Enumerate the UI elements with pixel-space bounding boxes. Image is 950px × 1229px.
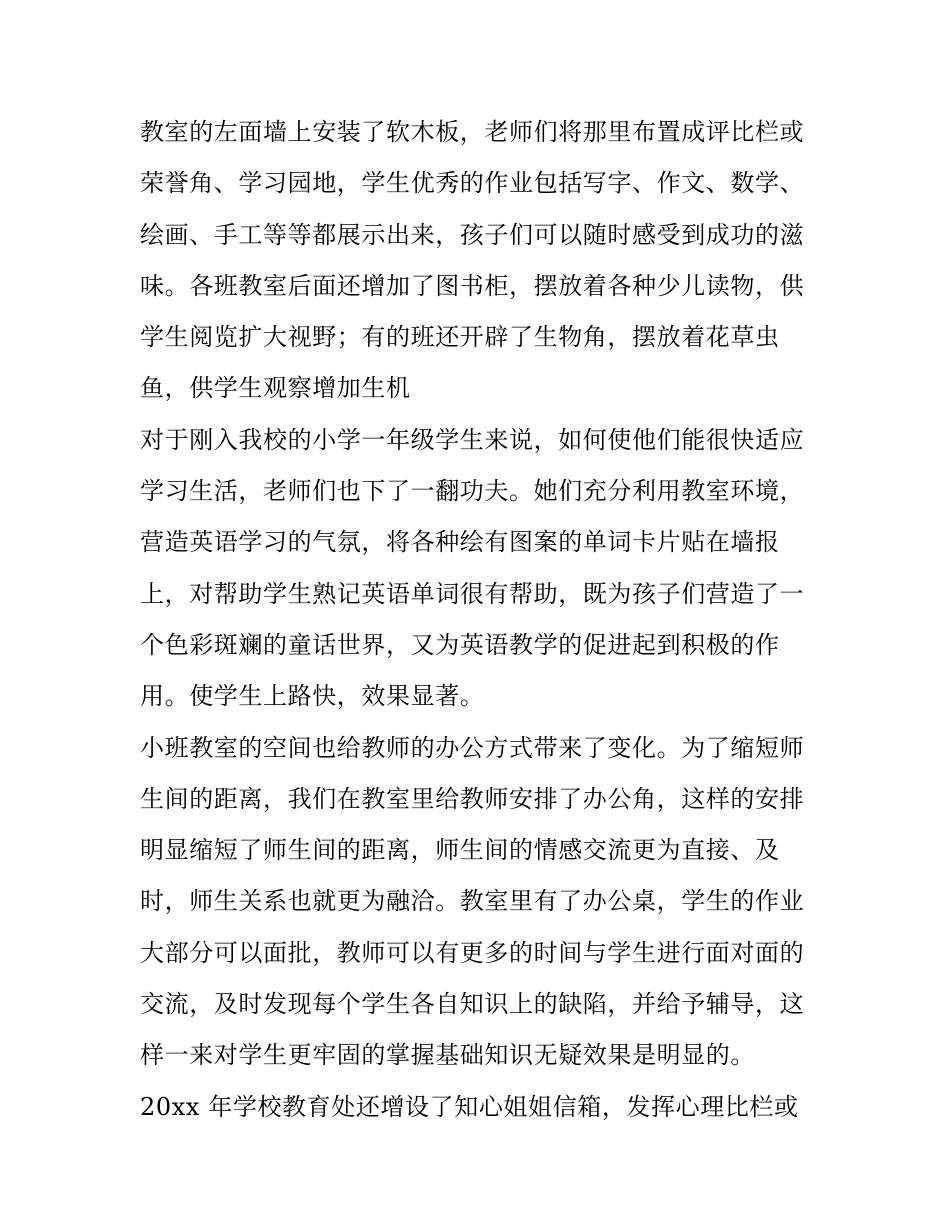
text-line: 20xx 年学校教育处还增设了知心姐姐信箱，发挥心理比栏或 [140,1092,799,1121]
text-line: 交流，及时发现每个学生各自知识上的缺陷，并给予辅导，这 [140,990,805,1019]
text-line: 大部分可以面批，教师可以有更多的时间与学生进行面对面的 [140,938,805,967]
paragraph [140,1082,820,1133]
text-line: 绘画、手工等等都展示出来，孩子们可以随时感受到成功的滋 [140,220,805,249]
text-line: 学习生活，老师们也下了一翻功夫。她们充分利用教室环境， [140,477,805,506]
text-line: 上，对帮助学生熟记英语单词很有帮助，既为孩子们营造了一 [140,579,805,608]
text-line: 时，师生关系也就更为融洽。教室里有了办公桌，学生的作业 [140,887,805,916]
paragraph [140,107,820,415]
text-line: 小班教室的空间也给教师的办公方式带来了变化。为了缩短师 [140,733,805,762]
text-line: 个色彩斑斓的童话世界，又为英语教学的促进起到积极的作 [140,630,780,659]
document-body [140,107,820,1133]
text-line: 荣誉角、学习园地，学生优秀的作业包括写字、作文、数学、 [140,169,805,198]
text-line: 生间的距离，我们在教室里给教师安排了办公角，这样的安排 [140,784,805,813]
text-line: 营造英语学习的气氛，将各种绘有图案的单词卡片贴在墙报 [140,528,780,557]
paragraph [140,415,820,723]
text-line: 鱼，供学生观察增加生机 [140,374,411,403]
text-line: 教室的左面墙上安装了软木板，老师们将那里布置成评比栏或 [140,118,805,146]
text-line: 对于刚入我校的小学一年级学生来说，如何使他们能很快适应 [140,425,805,454]
text-line: 样一来对学生更牢固的掌握基础知识无疑效果是明显的。 [140,1041,755,1070]
text-line: 学生阅览扩大视野；有的班还开辟了生物角，摆放着花草虫 [140,323,780,352]
paragraph [140,723,820,1082]
text-line: 明显缩短了师生间的距离，师生间的情感交流更为直接、及 [140,836,780,865]
text-line: 用。使学生上路快，效果显著。 [140,682,485,711]
text-line: 味。各班教室后面还增加了图书柜，摆放着各种少儿读物，供 [140,271,805,300]
